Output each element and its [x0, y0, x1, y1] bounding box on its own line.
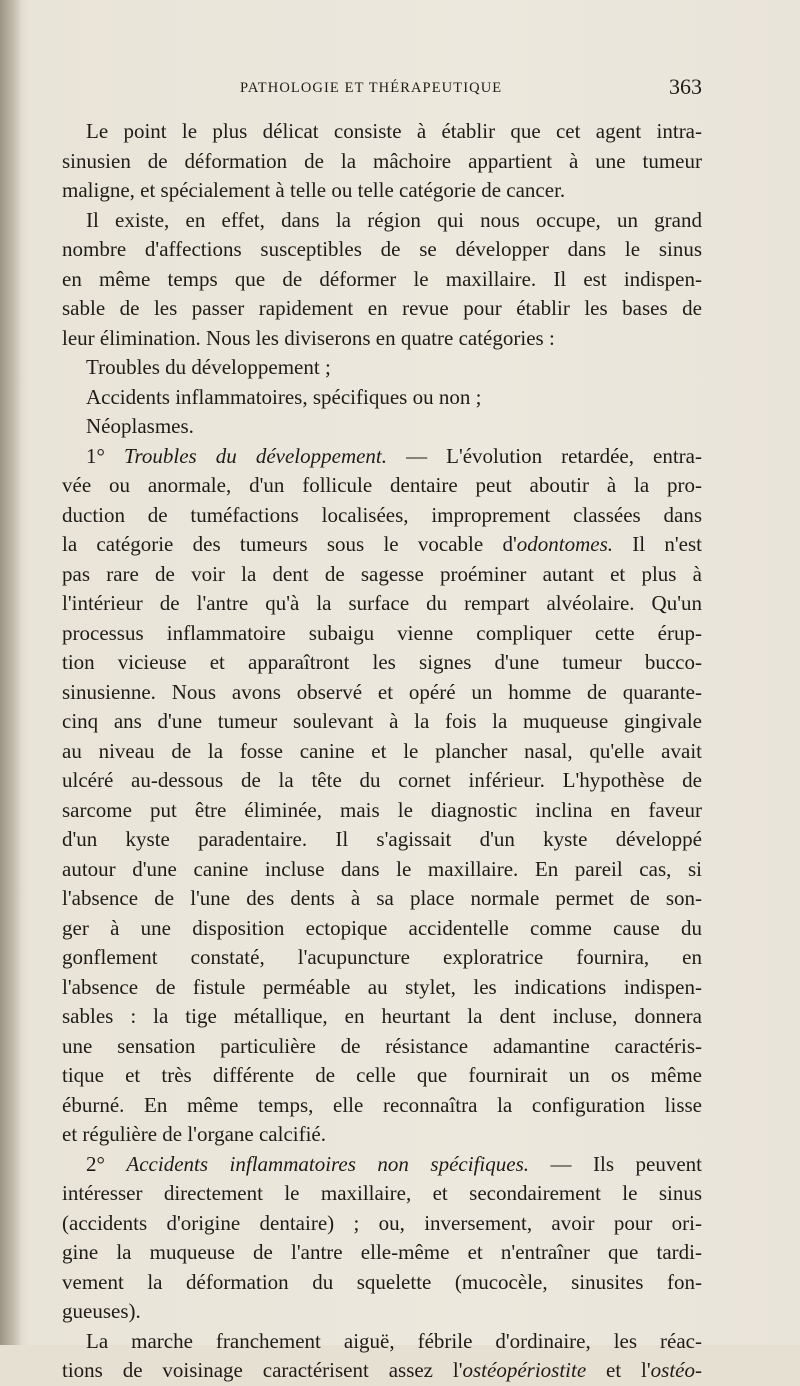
text-span: vement la déformation du squelette (mucocèle, sinusites fon-	[62, 1269, 702, 1294]
text-line	[62, 943, 702, 973]
page-number: 363	[669, 74, 702, 99]
text-line	[62, 147, 702, 177]
text-span: tions de voisinage caractérisent assez l'	[62, 1358, 463, 1382]
italic-text: ostéo-	[650, 1358, 702, 1382]
text-line	[62, 353, 702, 383]
text-line	[62, 530, 702, 560]
text-line	[62, 973, 702, 1003]
text-line	[62, 471, 702, 501]
text-line	[62, 678, 702, 708]
text-line	[62, 1209, 702, 1239]
italic-text: odontomes.	[516, 532, 613, 556]
text-line	[62, 383, 702, 413]
text-span: sables : la tige métallique, en heurtant la dent incluse, donnera	[62, 1004, 702, 1028]
text-line	[62, 707, 702, 737]
text-span: maligne, et spécialement à telle ou telle catégorie de cancer.	[62, 178, 566, 202]
text-span: Troubles du développement ;	[86, 355, 331, 379]
text-span: gonflement constaté, l'acupuncture exploratrice fournira, en	[62, 945, 702, 969]
text-span: 1°	[86, 443, 124, 468]
text-line	[62, 442, 702, 472]
text-span: la catégorie des tumeurs sous le vocable d'	[62, 532, 517, 556]
text-line	[62, 1297, 702, 1327]
text-span: sinusien de déformation de la mâchoire appartient à une tumeur	[62, 148, 702, 173]
text-span: et l'	[586, 1358, 651, 1382]
text-line	[62, 265, 702, 295]
text-line	[62, 1091, 702, 1121]
text-span: Le point le plus délicat consiste à établir que cet agent intra-	[86, 119, 702, 143]
text-span: l'absence de l'une des dents à sa place normale permet de son-	[62, 886, 702, 910]
text-span: duction de tuméfactions localisées, improprement classées dans	[62, 502, 702, 527]
text-span: sarcome put être éliminée, mais le diagnostic inclina en faveur	[62, 797, 702, 822]
text-span: Accidents inflammatoires, spécifiques ou non ;	[86, 384, 482, 409]
body-text	[62, 117, 702, 1386]
text-span: processus inflammatoire subaigu vienne compliquer cette érup-	[62, 620, 702, 645]
text-line	[62, 1061, 702, 1091]
italic-text: Accidents inflammatoires non spécifiques.	[126, 1151, 529, 1176]
text-line	[62, 560, 702, 590]
text-line	[62, 1150, 702, 1180]
text-span: ger à une disposition ectopique accidentelle comme cause du	[62, 915, 702, 940]
text-line	[62, 324, 702, 354]
text-span: une sensation particulière de résistance adamantine caractéris-	[62, 1033, 702, 1058]
text-span: tion vicieuse et apparaîtront les signes d'une tumeur bucco-	[62, 650, 702, 674]
text-span: Il n'est	[613, 532, 702, 556]
text-span: 2°	[86, 1151, 127, 1176]
text-line	[62, 1327, 702, 1357]
text-line	[62, 1002, 702, 1032]
text-span: — Ils peuvent	[529, 1151, 702, 1176]
text-line	[62, 294, 702, 324]
text-span: tique et très différente de celle que fournirait un os même	[62, 1063, 702, 1087]
text-span: en même temps que de déformer le maxillaire. Il est indispen-	[62, 266, 702, 291]
text-line	[62, 176, 702, 206]
text-span: d'un kyste paradentaire. Il s'agissait d'un kyste développé	[62, 827, 702, 851]
text-span: gueuses).	[62, 1299, 141, 1323]
text-span: ulcéré au-dessous de la tête du cornet inférieur. L'hypothèse de	[62, 768, 702, 792]
text-line	[62, 825, 702, 855]
text-line	[62, 1238, 702, 1268]
text-line	[62, 796, 702, 826]
text-line	[62, 206, 702, 236]
text-span: Il existe, en effet, dans la région qui nous occupe, un grand	[86, 207, 702, 232]
text-line	[62, 1356, 702, 1386]
text-line	[62, 1268, 702, 1298]
text-span: nombre d'affections susceptibles de se développer dans le sinus	[62, 237, 702, 261]
text-span: La marche franchement aiguë, fébrile d'ordinaire, les réac-	[86, 1328, 702, 1353]
text-line	[62, 914, 702, 944]
text-line	[62, 1032, 702, 1062]
text-span: gine la muqueuse de l'antre elle-même et n'entraîner que tardi-	[62, 1240, 702, 1264]
text-line	[62, 501, 702, 531]
text-line	[62, 619, 702, 649]
text-span: au niveau de la fosse canine et le plancher nasal, qu'elle avait	[62, 738, 702, 763]
page-spine-shadow	[0, 0, 22, 1345]
text-line	[62, 235, 702, 265]
text-span: l'absence de fistule perméable au stylet, les indications indispen-	[62, 974, 702, 999]
italic-text: ostéopériostite	[462, 1358, 587, 1382]
text-span: cinq ans d'une tumeur soulevant à la fois la muqueuse gingivale	[62, 709, 702, 733]
text-span: sable de les passer rapidement en revue pour établir les bases de	[62, 296, 702, 320]
page-header	[62, 76, 702, 106]
text-span: sinusienne. Nous avons observé et opéré un homme de quarante-	[62, 679, 702, 704]
text-span: leur élimination. Nous les diviserons en quatre catégories :	[62, 325, 555, 350]
text-span: éburné. En même temps, elle reconnaîtra la configuration lisse	[62, 1092, 702, 1117]
text-line	[62, 737, 702, 767]
text-line	[62, 412, 702, 442]
text-span: (accidents d'origine dentaire) ; ou, inversement, avoir pour ori-	[62, 1210, 702, 1235]
text-span: autour d'une canine incluse dans le maxillaire. En pareil cas, si	[62, 856, 702, 881]
text-line	[62, 884, 702, 914]
text-span: Néoplasmes.	[86, 414, 194, 438]
text-line	[62, 1179, 702, 1209]
text-line	[62, 589, 702, 619]
text-span: et régulière de l'organe calcifié.	[62, 1122, 326, 1146]
text-span: intéresser directement le maxillaire, et secondairement le sinus	[62, 1181, 702, 1205]
text-line	[62, 648, 702, 678]
text-line	[62, 766, 702, 796]
text-line	[62, 1120, 702, 1150]
text-line	[62, 117, 702, 147]
text-span: — L'évolution retardée, entra-	[387, 443, 702, 468]
italic-text: Troubles du développement.	[123, 443, 388, 468]
running-head: PATHOLOGIE ET THÉRAPEUTIQUE	[240, 80, 503, 96]
text-span: pas rare de voir la dent de sagesse proéminer autant et plus à	[62, 561, 702, 586]
text-line	[62, 855, 702, 885]
text-span: l'intérieur de l'antre qu'à la surface du rempart alvéolaire. Qu'un	[62, 591, 702, 615]
text-span: vée ou anormale, d'un follicule dentaire peut aboutir à la pro-	[62, 473, 702, 497]
